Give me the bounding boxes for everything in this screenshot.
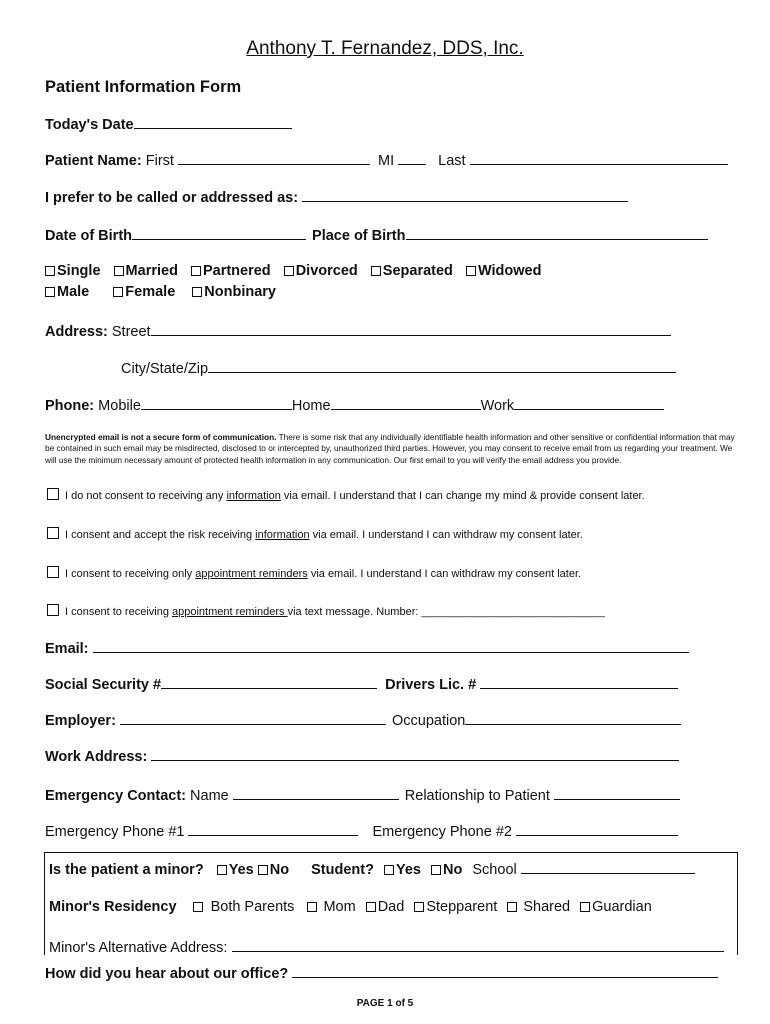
patient-name-row <box>45 151 728 169</box>
emergency-phone2-label: Emergency Phone #2 <box>372 824 512 840</box>
status-married[interactable]: Married <box>114 263 178 279</box>
address-row <box>45 322 671 340</box>
gender-group <box>45 284 276 300</box>
work-address-label: Work Address: <box>45 749 148 765</box>
last-name-field[interactable] <box>470 151 728 165</box>
gender-nonbinary[interactable]: Nonbinary <box>192 284 276 300</box>
work-address-row <box>45 747 679 765</box>
status-divorced[interactable]: Divorced <box>284 263 358 279</box>
minor-yes[interactable]: Yes <box>217 862 254 878</box>
street-field[interactable] <box>151 322 671 336</box>
email-notice-heading: Unencrypted email is not a secure form of communication. <box>45 432 277 442</box>
minor-no[interactable]: No <box>258 862 289 878</box>
marital-status-group <box>45 263 541 279</box>
practice-title: Anthony T. Fernandez, DDS, Inc. <box>246 38 524 59</box>
consent-option-3[interactable]: I consent to receiving only appointment reminders via email. I understand I can withdraw my consent later. <box>47 566 581 580</box>
checkbox-icon[interactable] <box>507 902 517 912</box>
consent-option-4[interactable]: I consent to receiving appointment reminders via text message. Number: ______________________________ <box>47 604 605 618</box>
preferred-name-row <box>45 188 628 206</box>
todays-date-field[interactable] <box>134 115 292 129</box>
checkbox-icon[interactable] <box>47 566 59 578</box>
checkbox-icon[interactable] <box>580 902 590 912</box>
checkbox-icon[interactable] <box>414 902 424 912</box>
alt-address-row <box>49 938 724 956</box>
last-name-label: Last <box>438 153 466 169</box>
checkbox-icon[interactable] <box>47 604 59 616</box>
mobile-field[interactable] <box>141 396 292 410</box>
referral-field[interactable] <box>292 964 718 978</box>
city-field[interactable] <box>208 359 676 373</box>
email-label: Email: <box>45 641 89 657</box>
city-label: City/State/Zip <box>121 361 209 377</box>
emergency-phone1-label: Emergency Phone #1 <box>45 824 185 840</box>
street-label: Street <box>111 324 151 340</box>
emergency-name-field[interactable] <box>233 786 399 800</box>
residency-label: Minor's Residency <box>49 899 177 915</box>
student-label: Student? <box>311 862 374 878</box>
address-label: Address: <box>45 324 108 340</box>
checkbox-icon[interactable] <box>307 902 317 912</box>
referral-row <box>45 964 718 982</box>
gender-female[interactable]: Female <box>113 284 175 300</box>
residency-mom[interactable]: Mom <box>307 899 355 915</box>
pob-field[interactable] <box>406 226 708 240</box>
checkbox-icon[interactable] <box>113 287 123 297</box>
occupation-field[interactable] <box>465 711 681 725</box>
referral-label: How did you hear about our office? <box>45 966 289 982</box>
phone-label: Phone: <box>45 398 95 414</box>
birth-row <box>45 226 708 244</box>
dob-label: Date of Birth <box>45 228 132 244</box>
checkbox-icon[interactable] <box>431 865 441 875</box>
first-name-field[interactable] <box>178 151 370 165</box>
checkbox-icon[interactable] <box>45 266 55 276</box>
checkbox-icon[interactable] <box>47 488 59 500</box>
relationship-field[interactable] <box>554 786 680 800</box>
ssn-label: Social Security # <box>45 677 162 693</box>
minor-question: Is the patient a minor? <box>49 862 204 878</box>
form-title: Patient Information Form <box>45 78 242 96</box>
residency-stepparent[interactable]: Stepparent <box>414 899 497 915</box>
checkbox-icon[interactable] <box>371 266 381 276</box>
alt-address-field[interactable] <box>232 938 724 952</box>
status-widowed[interactable]: Widowed <box>466 263 542 279</box>
work-phone-label: Work <box>480 398 515 414</box>
school-field[interactable] <box>521 860 695 874</box>
checkbox-icon[interactable] <box>45 287 55 297</box>
checkbox-icon[interactable] <box>192 287 202 297</box>
home-label: Home <box>291 398 331 414</box>
checkbox-icon[interactable] <box>217 865 227 875</box>
checkbox-icon[interactable] <box>47 527 59 539</box>
todays-date-label: Today's Date <box>45 117 134 133</box>
emergency-label: Emergency Contact: <box>45 788 187 804</box>
first-name-label: First <box>145 153 174 169</box>
residency-shared[interactable]: Shared <box>507 899 570 915</box>
preferred-name-label: I prefer to be called or addressed as: <box>45 190 299 206</box>
emergency-name-label: Name <box>190 788 229 804</box>
mobile-label: Mobile <box>98 398 141 414</box>
dob-field[interactable] <box>132 226 306 240</box>
school-label: School <box>472 862 517 878</box>
relationship-label: Relationship to Patient <box>404 788 550 804</box>
emergency-row <box>45 786 680 804</box>
todays-date-row <box>45 115 292 133</box>
residency-guardian[interactable]: Guardian <box>580 899 652 915</box>
drivers-lic-label: Drivers Lic. # <box>385 677 477 693</box>
mi-field[interactable] <box>398 151 426 165</box>
work-phone-field[interactable] <box>514 396 664 410</box>
page-number: PAGE 1 of 5 <box>356 998 414 1009</box>
checkbox-icon[interactable] <box>191 266 201 276</box>
status-partnered[interactable]: Partnered <box>191 263 271 279</box>
email-field[interactable] <box>93 639 689 653</box>
consent-option-2[interactable]: I consent and accept the risk receiving information via email. I understand I can withdraw my consent later. <box>47 527 583 541</box>
drivers-lic-field[interactable] <box>480 675 678 689</box>
residency-both[interactable]: Both Parents <box>193 899 295 915</box>
status-separated[interactable]: Separated <box>371 263 453 279</box>
checkbox-icon[interactable] <box>384 865 394 875</box>
emergency-phone-row <box>45 822 678 840</box>
work-address-field[interactable] <box>151 747 679 761</box>
city-row <box>121 359 676 377</box>
alt-address-label: Minor's Alternative Address: <box>49 940 228 956</box>
checkbox-icon[interactable] <box>193 902 203 912</box>
home-field[interactable] <box>331 396 481 410</box>
occupation-label: Occupation <box>391 713 466 729</box>
patient-name-label: Patient Name: <box>45 153 142 169</box>
checkbox-icon[interactable] <box>366 902 376 912</box>
mi-label: MI <box>377 153 395 169</box>
student-yes[interactable]: Yes <box>384 862 421 878</box>
emergency-phone2-field[interactable] <box>516 822 678 836</box>
consent-option-1[interactable]: I do not consent to receiving any information via email. I understand that I can change my mind & provide consent later. <box>47 488 645 502</box>
checkbox-icon[interactable] <box>466 266 476 276</box>
emergency-phone1-field[interactable] <box>188 822 358 836</box>
minor-row <box>49 860 695 878</box>
email-row <box>45 639 689 657</box>
employer-field[interactable] <box>120 711 386 725</box>
status-single[interactable]: Single <box>45 263 101 279</box>
pob-label: Place of Birth <box>312 228 406 244</box>
residency-row <box>49 899 652 915</box>
checkbox-icon[interactable] <box>114 266 124 276</box>
preferred-name-field[interactable] <box>302 188 628 202</box>
checkbox-icon[interactable] <box>258 865 268 875</box>
residency-dad[interactable]: Dad <box>366 899 405 915</box>
gender-male[interactable]: Male <box>45 284 89 300</box>
id-row <box>45 675 678 693</box>
employer-label: Employer: <box>45 713 116 729</box>
phone-row <box>45 396 664 414</box>
email-notice-text: There is some risk that any individually identifiable health information and other sensitive or confidential information that may be contained in such email may be misdirected, disclosed to or intercepted by, unauthorized third parties. However, you may consent to receive email from us regarding your treatment. We will use the minimum necessary amount of protected health information in any communication. Our first email to you will verify the email address you provide. <box>45 432 735 465</box>
email-notice <box>45 432 745 466</box>
checkbox-icon[interactable] <box>284 266 294 276</box>
student-no[interactable]: No <box>431 862 462 878</box>
employer-row <box>45 711 681 729</box>
ssn-field[interactable] <box>161 675 377 689</box>
